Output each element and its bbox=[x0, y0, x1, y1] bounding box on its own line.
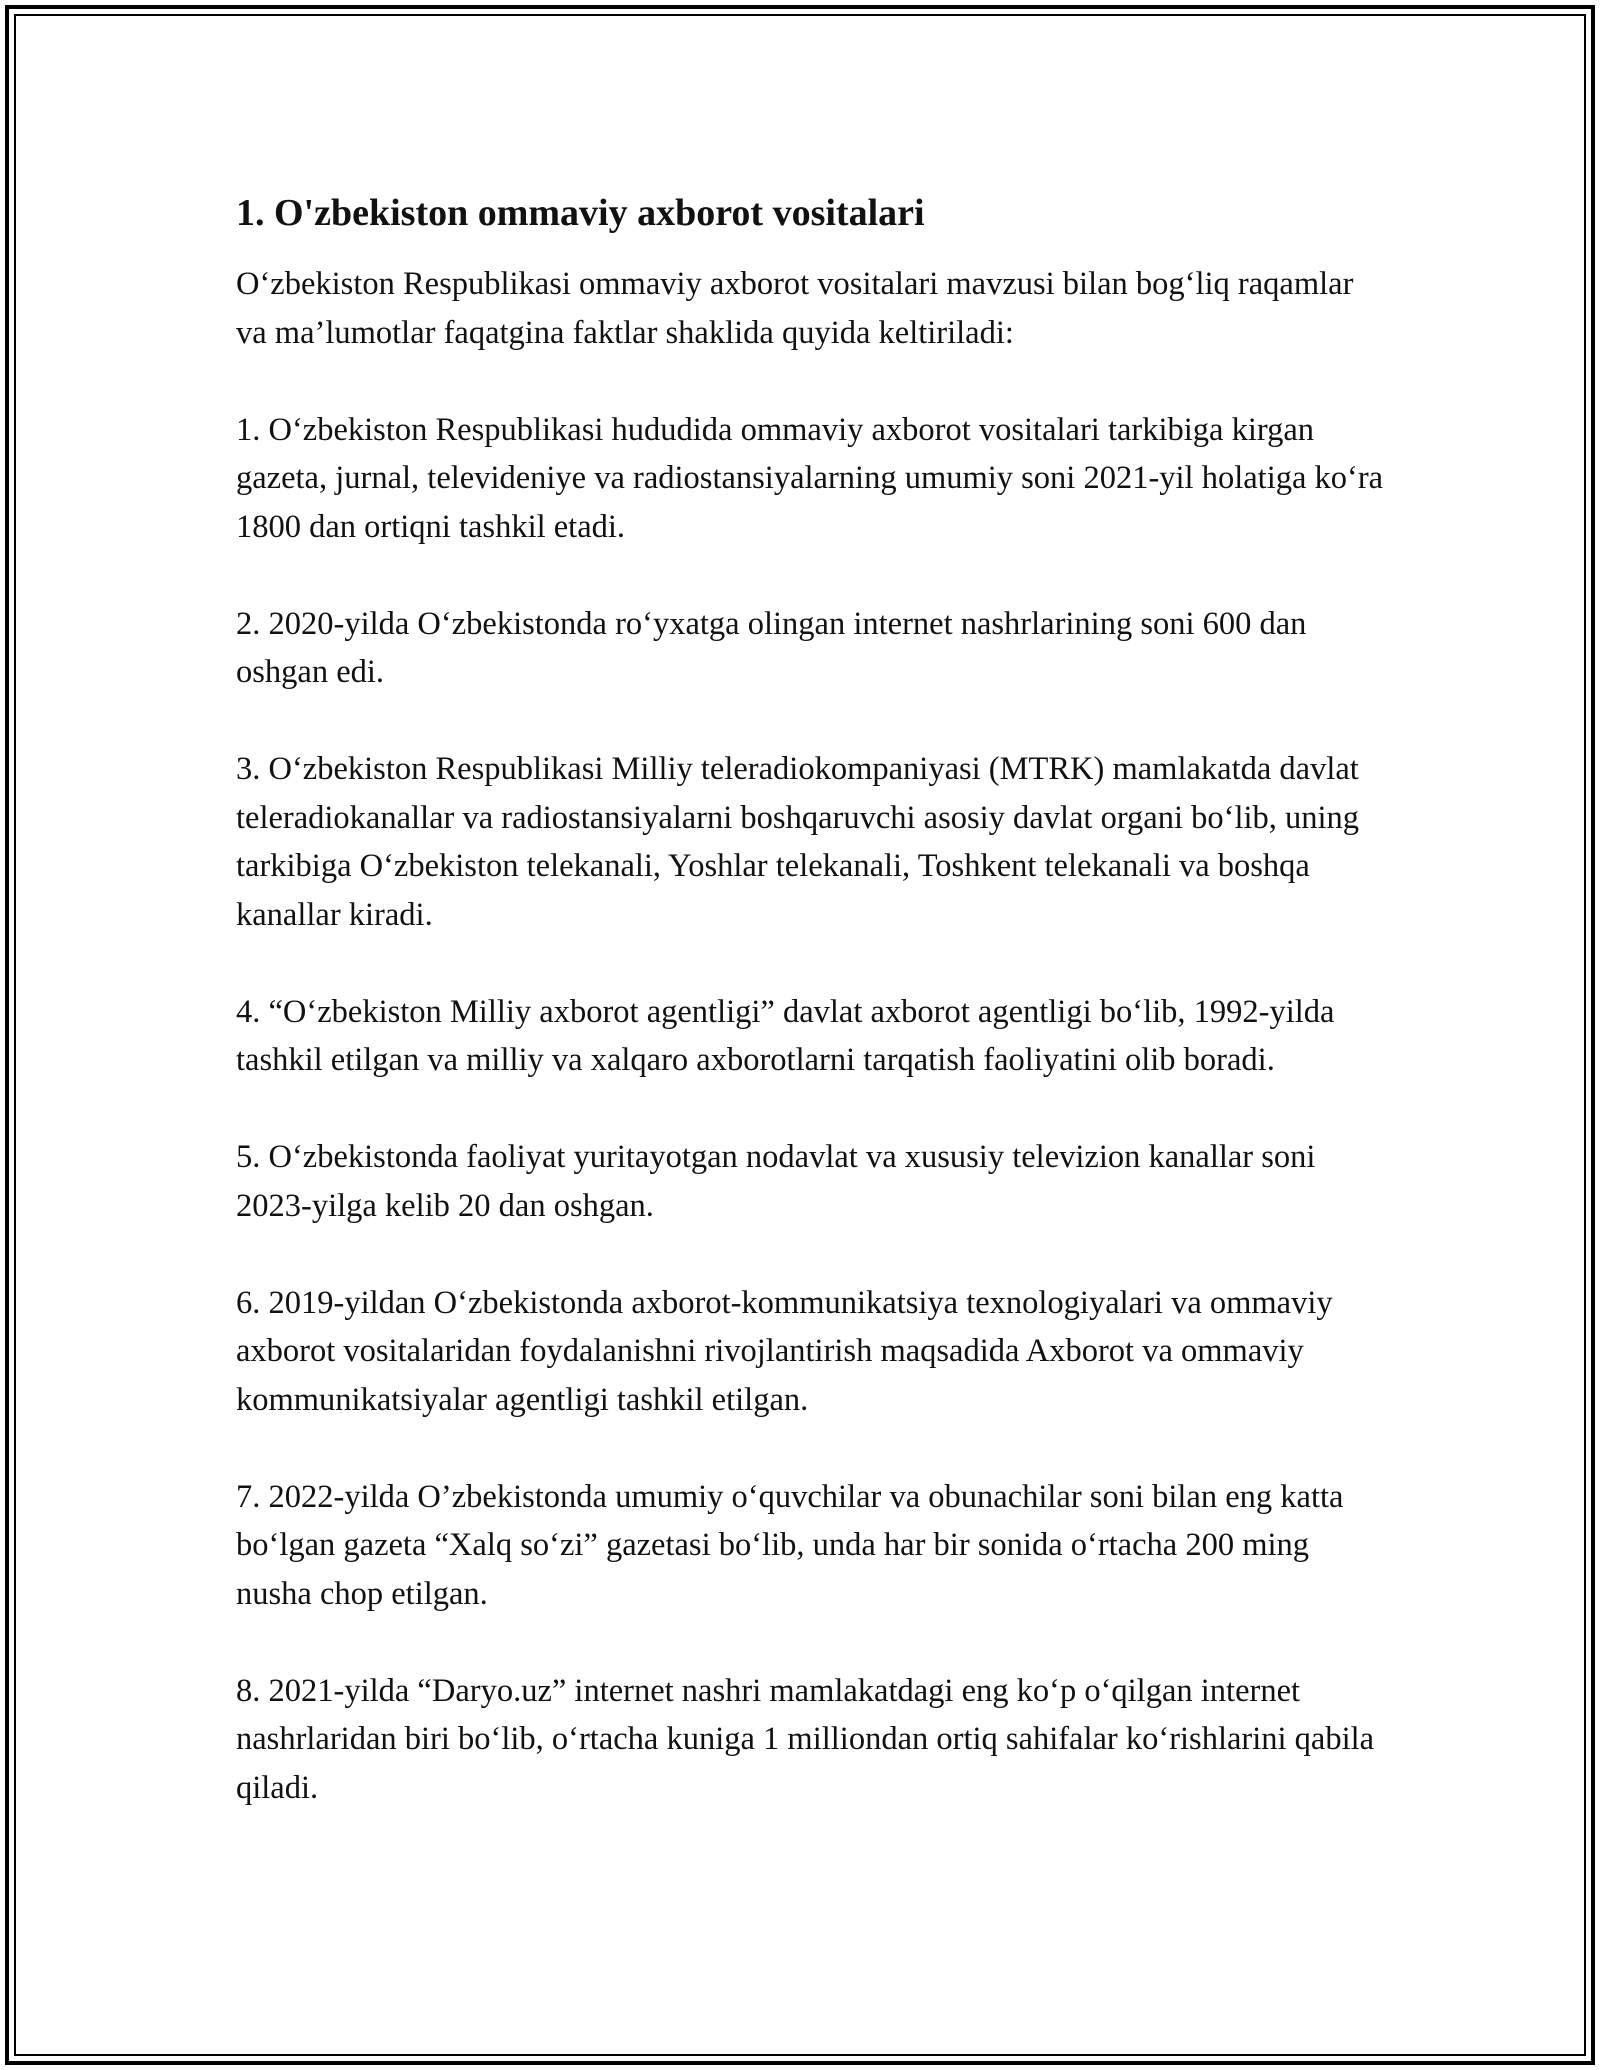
document-title: 1. O'zbekiston ommaviy axborot vositalari bbox=[236, 192, 925, 234]
fact-item-3: 3. O‘zbekiston Respublikasi Milliy teleradiokompaniyasi (MTRK) mamlakatda davlat teleradiokanallar va radiostansiyalarni boshqaruvchi asosiy davlat organi bo‘lib, uning tarkibiga O‘zbekiston telekanali, Yoshlar telekanali, Toshkent telekanali va boshqa kanallar kiradi. bbox=[236, 751, 1360, 933]
intro-paragraph: O‘zbekiston Respublikasi ommaviy axborot vositalari mavzusi bilan bog‘liq raqamlar va ma’lumotlar faqatgina faktlar shaklida quyida keltiriladi: bbox=[236, 266, 1354, 351]
fact-item-4: 4. “O‘zbekiston Milliy axborot agentligi” davlat axborot agentligi bo‘lib, 1992-yilda tashkil etilgan va milliy va xalqaro axborotlarni tarqatish faoliyatini olib boradi. bbox=[236, 993, 1335, 1078]
document-body bbox=[236, 188, 1386, 1861]
fact-item-8: 8. 2021-yilda “Daryo.uz” internet nashri mamlakatdagi eng ko‘p o‘qilgan internet nashrlaridan biri bo‘lib, o‘rtacha kuniga 1 milliondan ortiq sahifalar ko‘rishlarini qabila qiladi. bbox=[236, 1672, 1375, 1806]
fact-item-2: 2. 2020-yilda O‘zbekistonda ro‘yxatga olingan internet nashrlarining soni 600 dan oshgan edi. bbox=[236, 605, 1307, 690]
fact-item-6: 6. 2019-yildan O‘zbekistonda axborot-kommunikatsiya texnologiyalari va ommaviy axborot vositalaridan foydalanishni rivojlantirish maqsadida Axborot va ommaviy kommunikatsiyalar agentligi tashkil etilgan. bbox=[236, 1284, 1333, 1418]
fact-item-5: 5. O‘zbekistonda faoliyat yuritayotgan nodavlat va xususiy televizion kanallar soni 2023-yilga kelib 20 dan oshgan. bbox=[236, 1139, 1316, 1224]
fact-item-7: 7. 2022-yilda O’zbekistonda umumiy o‘quvchilar va obunachilar soni bilan eng katta bo‘lgan gazeta “Xalq so‘zi” gazetasi bo‘lib, unda har bir sonida o‘rtacha 200 ming nusha chop etilgan. bbox=[236, 1478, 1344, 1612]
fact-item-1: 1. O‘zbekiston Respublikasi hududida ommaviy axborot vositalari tarkibiga kirgan gazeta, jurnal, televideniye va radiostansiyalarning umumiy soni 2021-yil holatiga ko‘ra 1800 dan ortiqni tashkil etadi. bbox=[236, 411, 1384, 545]
